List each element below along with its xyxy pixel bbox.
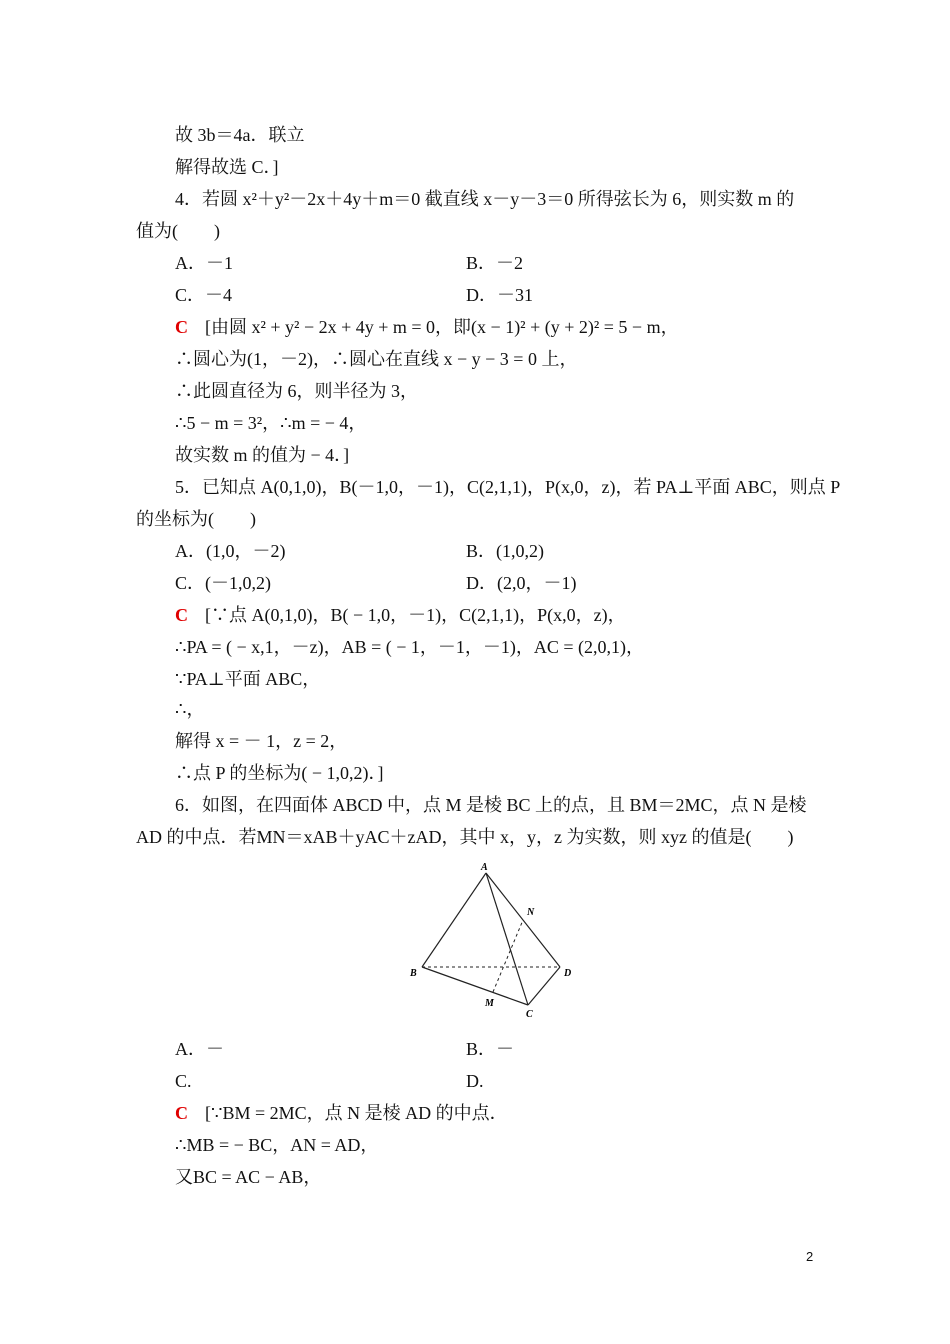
label-d: D bbox=[564, 968, 572, 979]
label-n: N bbox=[527, 907, 535, 918]
question-6: 6．如图，在四面体 ABCD 中，点 M 是棱 BC 上的点，且 BM＝2MC，点 N 是棱 bbox=[175, 795, 807, 815]
option-a: A．(1,0，－2) bbox=[175, 541, 286, 561]
answer-letter: C bbox=[175, 605, 188, 625]
edge-ad bbox=[486, 873, 560, 967]
solution-line: ∴点 P 的坐标为( − 1,0,2)．] bbox=[175, 763, 384, 783]
line: 解得故选 C．] bbox=[175, 157, 279, 177]
line: 值为( ) bbox=[136, 221, 220, 241]
solution-line: ∵PA⊥平面 ABC， bbox=[175, 669, 321, 689]
edge-ab bbox=[422, 873, 486, 967]
label-m: M bbox=[485, 998, 494, 1009]
edge-ac bbox=[486, 873, 528, 1005]
option-a: A．－ bbox=[175, 1039, 224, 1059]
solution-line: [由圆 x² + y² − 2x + 4y + m = 0，即(x − 1)² + (y + 2)² = 5 − m， bbox=[205, 317, 679, 337]
label-a: A bbox=[481, 862, 488, 873]
option-c: C. bbox=[175, 1071, 192, 1091]
solution-line: 故实数 m 的值为 − 4．] bbox=[175, 445, 350, 465]
option-d: D．－31 bbox=[466, 285, 533, 305]
page-number: 2 bbox=[806, 1249, 814, 1264]
edge-cd bbox=[528, 967, 560, 1005]
option-d: D. bbox=[466, 1071, 484, 1091]
solution-line: ∴5 − m = 3²，∴m = − 4， bbox=[175, 413, 367, 433]
segment-mn-hidden bbox=[493, 920, 523, 992]
option-a: A．－1 bbox=[175, 253, 233, 273]
solution-line: ∴MB = − BC，AN = AD， bbox=[175, 1135, 379, 1155]
option-b: B．－ bbox=[466, 1039, 515, 1059]
solution-line: ∴PA = ( − x,1，－z)，AB = ( − 1，－1，－1)，AC = (2,0,1)， bbox=[175, 637, 645, 657]
label-b: B bbox=[410, 968, 417, 979]
option-b: B．－2 bbox=[466, 253, 524, 273]
line: AD 的中点．若MN＝xAB＋yAC＋zAD，其中 x，y，z 为实数，则 xyz 的值是( ) bbox=[136, 827, 794, 847]
edge-bc bbox=[422, 967, 528, 1005]
solution-line: 解得 x = － 1，z = 2， bbox=[175, 731, 348, 751]
option-c: C．－4 bbox=[175, 285, 233, 305]
solution-line: [∵点 A(0,1,0)，B( − 1,0，－1)，C(2,1,1)，P(x,0，z)， bbox=[205, 605, 626, 625]
solution-line: ∴此圆直径为 6，则半径为 3， bbox=[175, 381, 418, 401]
answer-letter: C bbox=[175, 317, 188, 337]
solution-line: [∵BM = 2MC，点 N 是棱 AD 的中点． bbox=[205, 1103, 508, 1123]
option-c: C．(－1,0,2) bbox=[175, 573, 271, 593]
label-c: C bbox=[526, 1009, 533, 1020]
option-b: B．(1,0,2) bbox=[466, 541, 544, 561]
line: 的坐标为( ) bbox=[136, 509, 256, 529]
tetrahedron-figure bbox=[400, 855, 590, 1025]
question-4: 4．若圆 x²＋y²－2x＋4y＋m＝0 截直线 x－y－3＝0 所得弦长为 6，则实数 m 的 bbox=[175, 189, 795, 209]
option-d: D．(2,0，－1) bbox=[466, 573, 577, 593]
line: 故 3b＝4a．联立 bbox=[175, 125, 305, 145]
solution-line: ∴圆心为(1，－2)，∴圆心在直线 x − y − 3 = 0 上， bbox=[175, 349, 578, 369]
solution-line: 又BC = AC − AB， bbox=[175, 1167, 322, 1187]
question-5: 5．已知点 A(0,1,0)，B(－1,0，－1)，C(2,1,1)，P(x,0，z)，若 PA⊥平面 ABC，则点 P bbox=[175, 477, 841, 497]
answer-letter: C bbox=[175, 1103, 188, 1123]
solution-line: ∴， bbox=[175, 699, 205, 719]
